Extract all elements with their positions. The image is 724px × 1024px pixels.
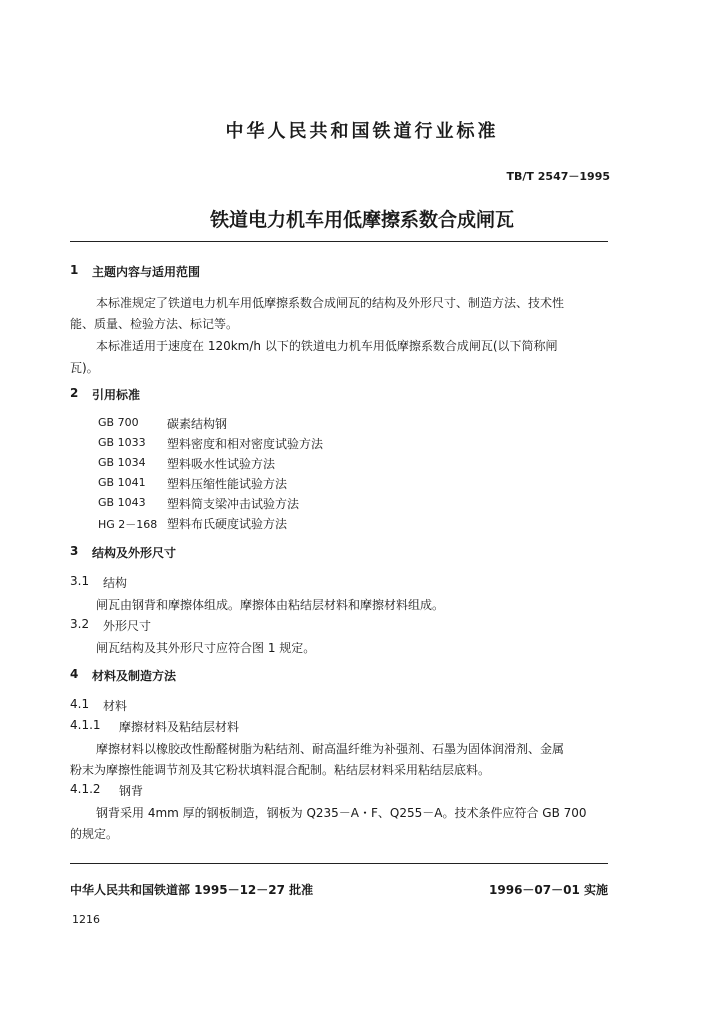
section-4-1-2-heading: 钢背: [119, 784, 144, 798]
ref-name: 塑料密度和相对密度试验方法: [167, 437, 324, 451]
footer-rule: [70, 863, 608, 864]
section-3-1-text: 闸瓦由钢背和摩擦体组成。摩擦体由粘结层材料和摩擦材料组成。: [96, 598, 445, 612]
section-3-number: 3: [70, 544, 79, 558]
ref-code: GB 1034: [98, 456, 146, 469]
section-4-1-heading: 材料: [103, 699, 128, 713]
ref-name: 塑料简支梁冲击试验方法: [167, 497, 300, 511]
section-2-number: 2: [70, 386, 79, 400]
ref-code: GB 700: [98, 416, 139, 429]
approval-text: 中华人民共和国铁道部 1995－12－27 批准: [70, 883, 314, 897]
ref-name: 碳素结构钢: [167, 417, 228, 431]
section-4-1-2-line1: 钢背采用 4mm 厚的钢板制造，钢板为 Q235－A・F、Q255－A。技术条件应符合 GB 700: [96, 806, 587, 820]
section-3-heading: 结构及外形尺寸: [92, 546, 177, 560]
page-number: 1216: [72, 913, 100, 926]
section-3-2-number: 3.2: [70, 617, 90, 631]
section-4-1-1-line2: 粉末为摩擦性能调节剂及其它粉状填料混合配制。粘结层材料采用粘结层底料。: [70, 763, 491, 777]
section-4-heading: 材料及制造方法: [92, 669, 177, 683]
section-3-2-text: 闸瓦结构及其外形尺寸应符合图 1 规定。: [96, 641, 316, 655]
section-1-p1-line1: 本标准规定了铁道电力机车用低摩擦系数合成闸瓦的结构及外形尺寸、制造方法、技术性: [96, 296, 565, 310]
ref-code: HG 2－168: [98, 518, 158, 531]
section-1-p2-line2: 瓦)。: [70, 361, 99, 375]
section-4-1-1-line1: 摩擦材料以橡胶改性酚醛树脂为粘结剂、耐高温纤维为补强剂、石墨为固体润滑剂、金属: [96, 742, 565, 756]
ref-name: 塑料布氏硬度试验方法: [167, 517, 288, 531]
section-1-p1-line2: 能、质量、检验方法、标记等。: [70, 317, 239, 331]
ref-code: GB 1043: [98, 496, 146, 509]
section-4-number: 4: [70, 667, 79, 681]
section-1-heading: 主题内容与适用范围: [92, 265, 201, 279]
section-3-2-heading: 外形尺寸: [103, 619, 152, 633]
section-1-p2-line1: 本标准适用于速度在 120km/h 以下的铁道电力机车用低摩擦系数合成闸瓦(以下简称闸: [96, 339, 558, 353]
title-rule: [70, 241, 608, 242]
ref-name: 塑料压缩性能试验方法: [167, 477, 288, 491]
section-3-1-heading: 结构: [103, 576, 128, 590]
section-4-1-2-line2: 的规定。: [70, 827, 119, 841]
section-4-1-1-heading: 摩擦材料及粘结层材料: [119, 720, 240, 734]
section-4-1-1-number: 4.1.1: [70, 718, 101, 732]
section-2-heading: 引用标准: [92, 388, 141, 402]
ref-code: GB 1033: [98, 436, 146, 449]
standard-number: TB/T 2547－1995: [506, 170, 610, 183]
section-1-number: 1: [70, 263, 79, 277]
section-3-1-number: 3.1: [70, 574, 90, 588]
section-4-1-2-number: 4.1.2: [70, 782, 101, 796]
ref-code: GB 1041: [98, 476, 146, 489]
ref-name: 塑料吸水性试验方法: [167, 457, 276, 471]
section-4-1-number: 4.1: [70, 697, 90, 711]
document-title: 铁道电力机车用低摩擦系数合成闸瓦: [209, 209, 514, 231]
implementation-text: 1996－07－01 实施: [489, 883, 608, 897]
header-organization: 中华人民共和国铁道行业标准: [225, 121, 499, 142]
